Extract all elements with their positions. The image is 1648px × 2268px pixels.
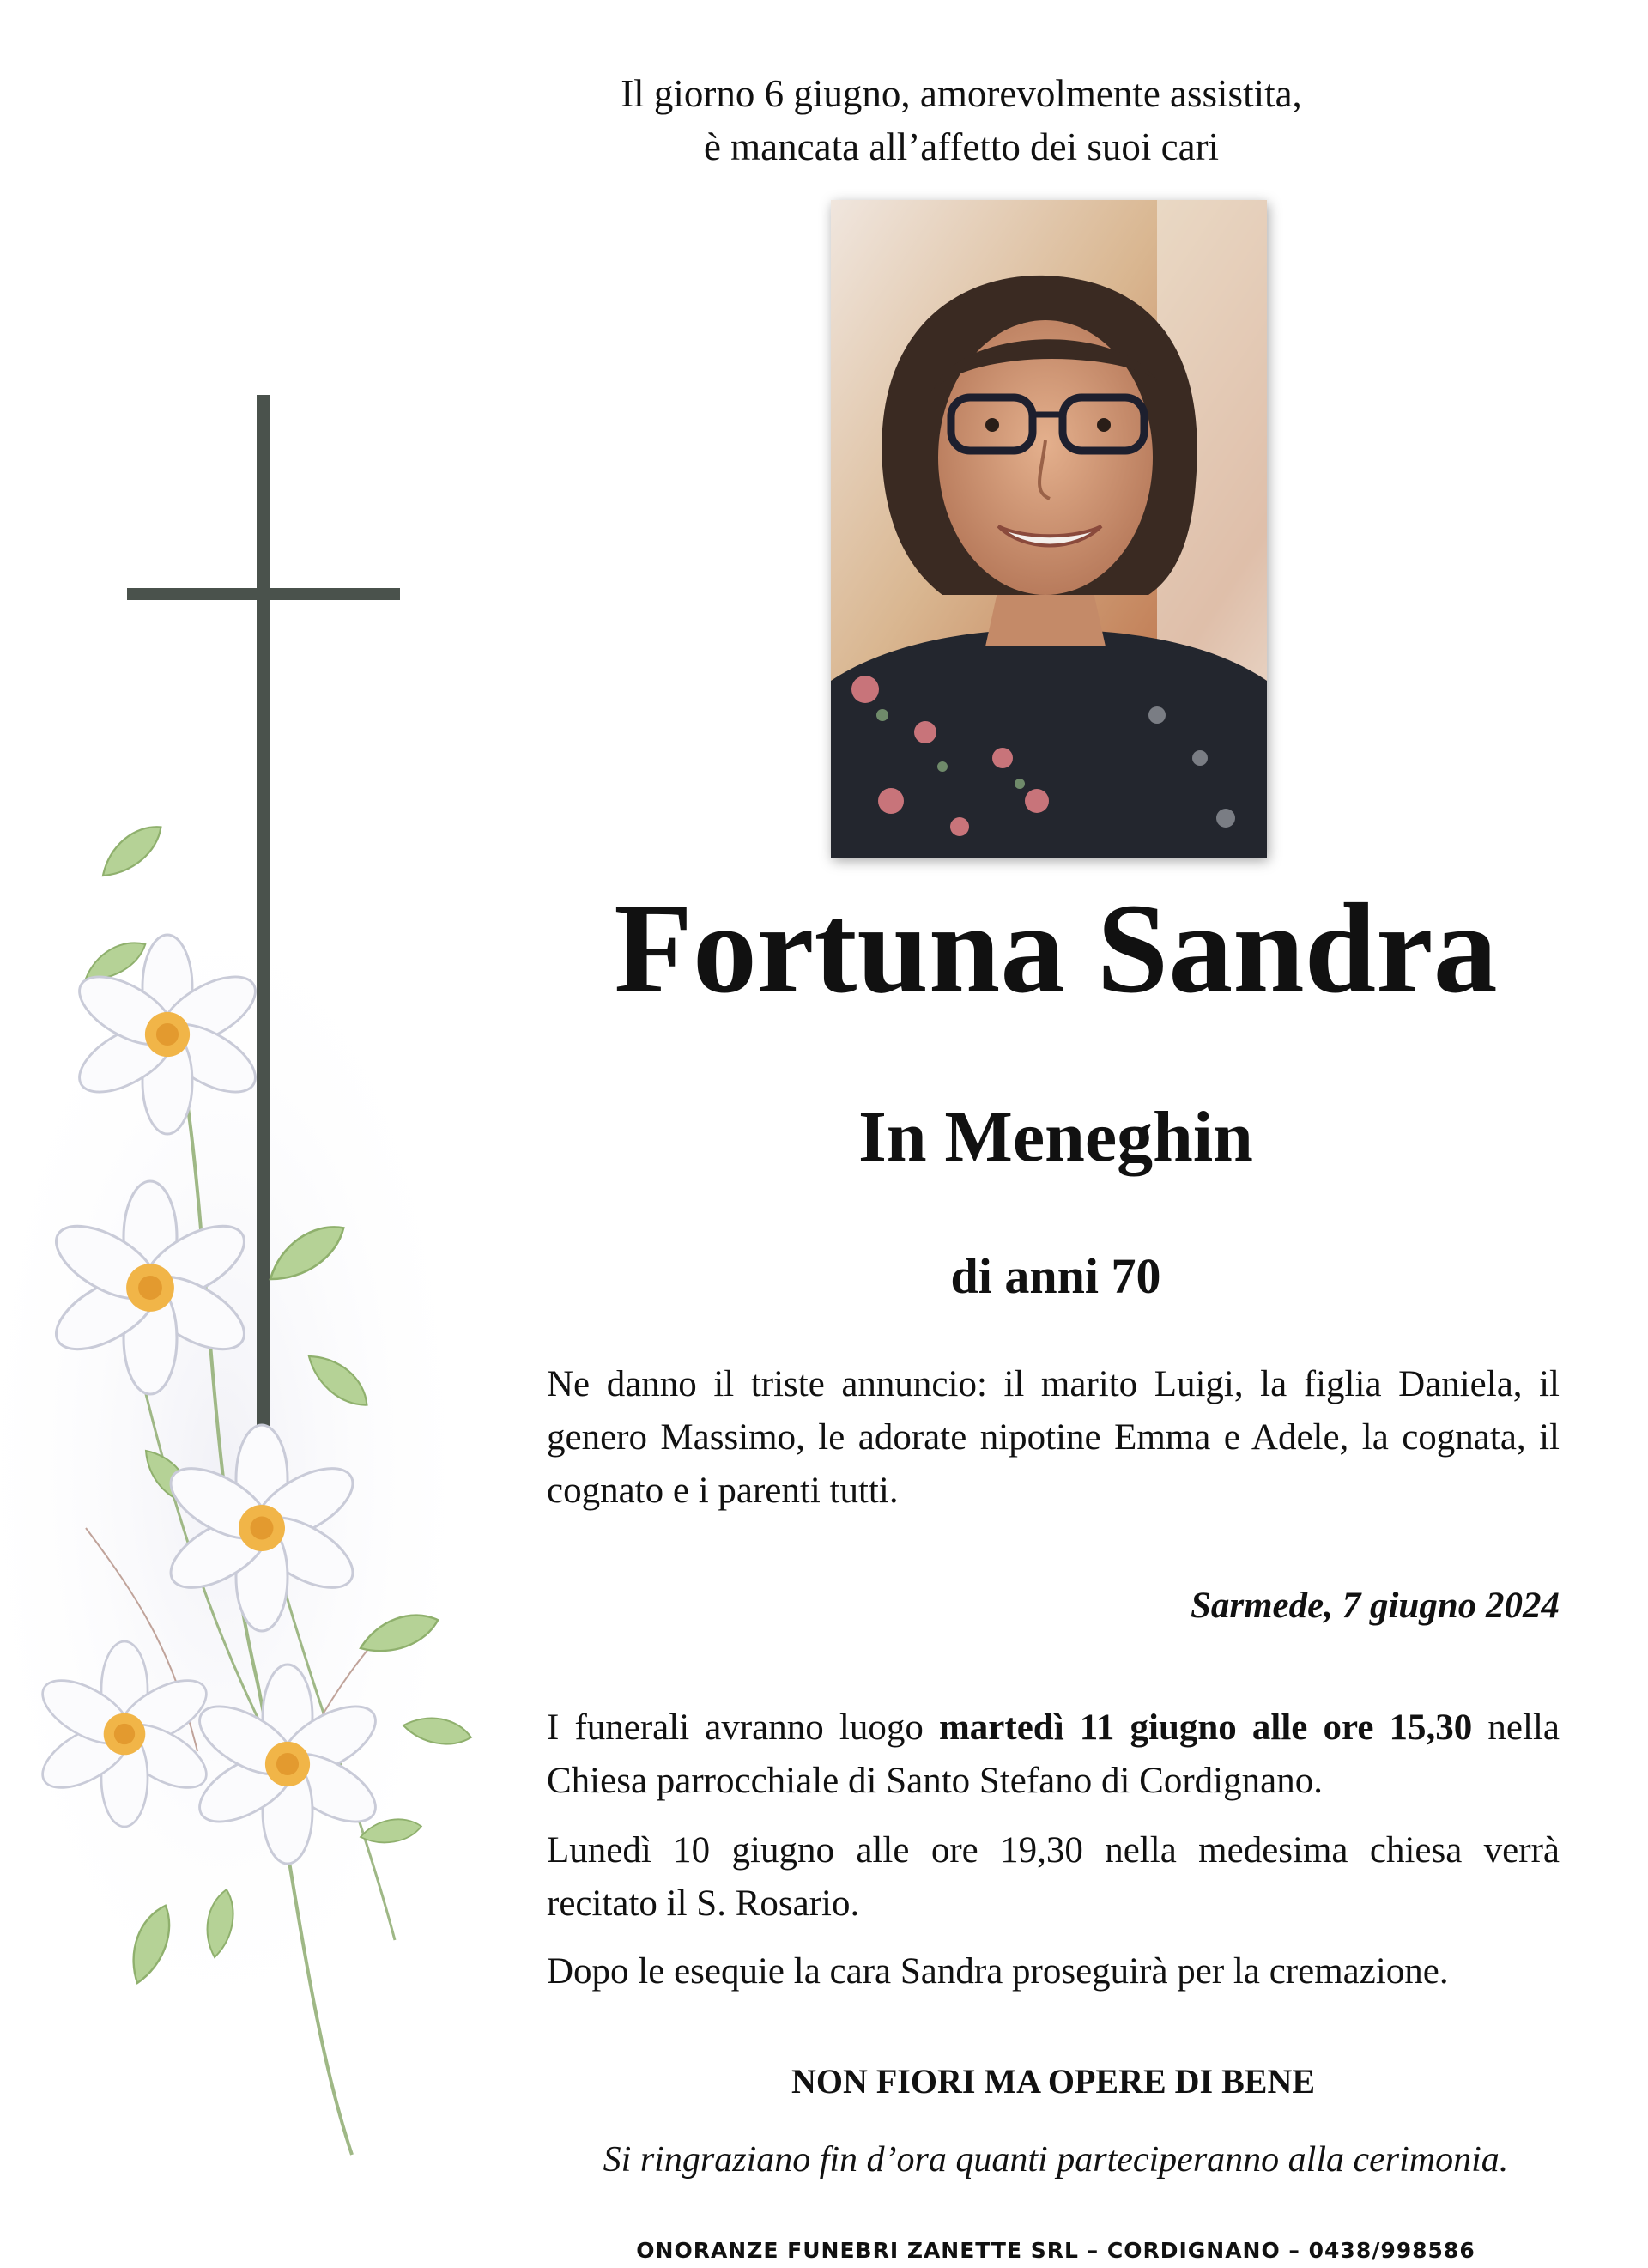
intro-line-2: è mancata all’affetto dei suoi cari <box>703 125 1220 168</box>
portrait-photo <box>831 200 1267 858</box>
married-name: In Meneghin <box>858 1097 1253 1177</box>
age-text: di anni 70 <box>950 1248 1161 1304</box>
funeral-datetime: martedì 11 giugno alle ore 15,30 <box>938 1707 1473 1748</box>
cremation-info: Dopo le esequie la cara Sandra proseguirà per la cremazione. <box>547 1951 1449 1992</box>
portrait-icon <box>831 200 1267 858</box>
place-date: Sarmede, 7 giugno 2024 <box>1190 1586 1560 1626</box>
intro-line-1: Il giorno 6 giugno, amorevolmente assistita, <box>621 72 1302 115</box>
funeral-location: nella Chiesa parrocchiale di Santo Stefano di Cordignano. <box>547 1707 1560 1801</box>
funeral-info <box>547 1701 1560 1808</box>
thanks-text: Si ringraziano fin d’ora quanti parteciperanno alla cerimonia. <box>603 2140 1509 2180</box>
rosary-info: Lunedì 10 giugno alle ore 19,30 nella medesima chiesa verrà recitato il S. Rosario. <box>547 1830 1560 1924</box>
funeral-intro: I funerali avranno luogo <box>547 1707 939 1748</box>
cross-with-lilies-icon <box>0 309 549 2198</box>
funeral-home-footer: ONORANZE FUNEBRI ZANETTE SRL – CORDIGNANO – 0438/998586 <box>636 2238 1475 2263</box>
deceased-name: Fortuna Sandra <box>614 877 1498 1020</box>
announcement-text: Ne danno il triste annuncio: il marito Luigi, la figlia Daniela, il genero Massimo, le adorate nipotine Emma e Adele, la cognata, il cognato e i parenti tutti. <box>547 1364 1560 1511</box>
intro-text <box>532 67 1390 173</box>
no-flowers-notice: NON FIORI MA OPERE DI BENE <box>791 2062 1316 2101</box>
